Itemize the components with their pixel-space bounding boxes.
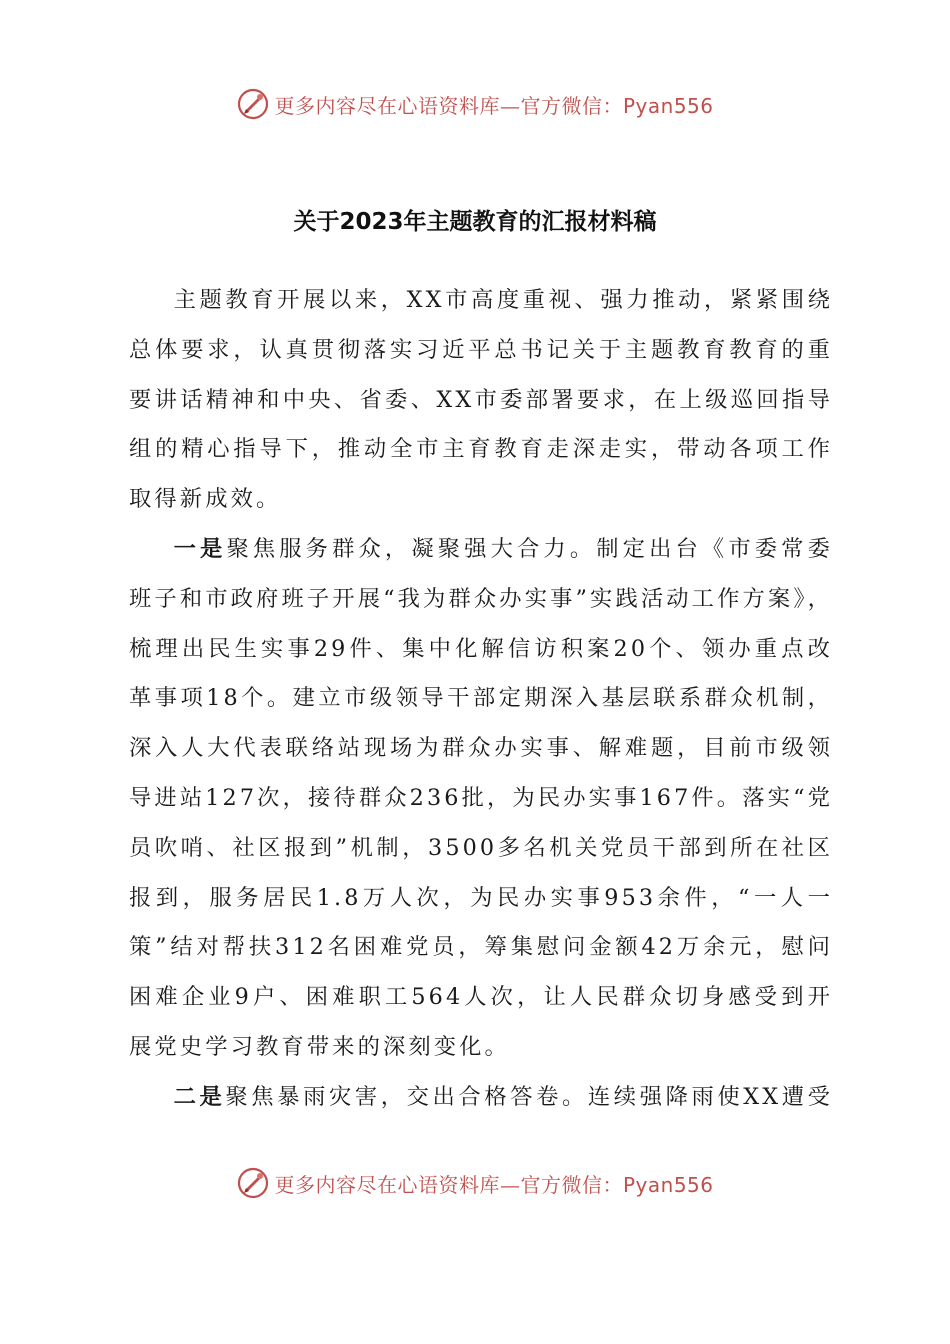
page-title: 关于2023年主题教育的汇报材料稿 bbox=[293, 209, 657, 235]
footer-banner-wechat: Pyan556 bbox=[622, 1172, 714, 1197]
footer-banner-text: 更多内容尽在心语资料库—官方微信：Pyan556 bbox=[274, 1172, 714, 1197]
section-2-lead: 二是 bbox=[173, 1083, 226, 1110]
section-2-body: 聚焦暴雨灾害，交出合格答卷。连续强降雨使XX遭受 bbox=[225, 1083, 833, 1110]
section-1-body: 聚焦服务群众，凝聚强大合力。制定出台《市委常委班子和市政府班子开展“我为群众办实事”实践活动工作方案》，梳理出民生实事29件、集中化解信访积案20个、领办重点改革事项18个。建立市级领导干部定期深入基层联系群众机制，深入人大代表联络站现场为群众办实事、解难题，目前市级领导进站127次，接待群众236批，为民办实事167件。落实“党员吹哨、社区报到”机制，3500多名机关党员干部到所在社区报到，服务居民1.8万人次，为民办实事953余件，“一人一策”结对帮扶312名困难党员，筹集慰问金额42万余元，慰问困难企业9户、困难职工564人次，让人民群众切身感受到开展党史学习教育带来的深刻变化。 bbox=[129, 535, 833, 1060]
section-paragraph-2 bbox=[129, 1073, 833, 1123]
section-1-lead: 一是 bbox=[173, 535, 227, 562]
intro-paragraph: 主题教育开展以来，XX市高度重视、强力推动，紧紧围绕总体要求，认真贯彻落实习近平总书记关于主题教育教育的重要讲话精神和中央、省委、XX市委部署要求，在上级巡回指导组的精心指导下，推动全市主育教育走深走实，带动各项工作取得新成效。 bbox=[129, 287, 833, 513]
quill-logo-icon bbox=[236, 87, 270, 121]
section-paragraph-1 bbox=[129, 525, 833, 1073]
footer-banner bbox=[0, 1163, 950, 1203]
header-banner-text: 更多内容尽在心语资料库—官方微信：Pyan556 bbox=[274, 93, 714, 118]
quill-logo-icon bbox=[236, 1166, 270, 1200]
document-body bbox=[129, 276, 833, 1123]
header-banner bbox=[0, 84, 950, 124]
header-banner-wechat: Pyan556 bbox=[622, 93, 714, 118]
